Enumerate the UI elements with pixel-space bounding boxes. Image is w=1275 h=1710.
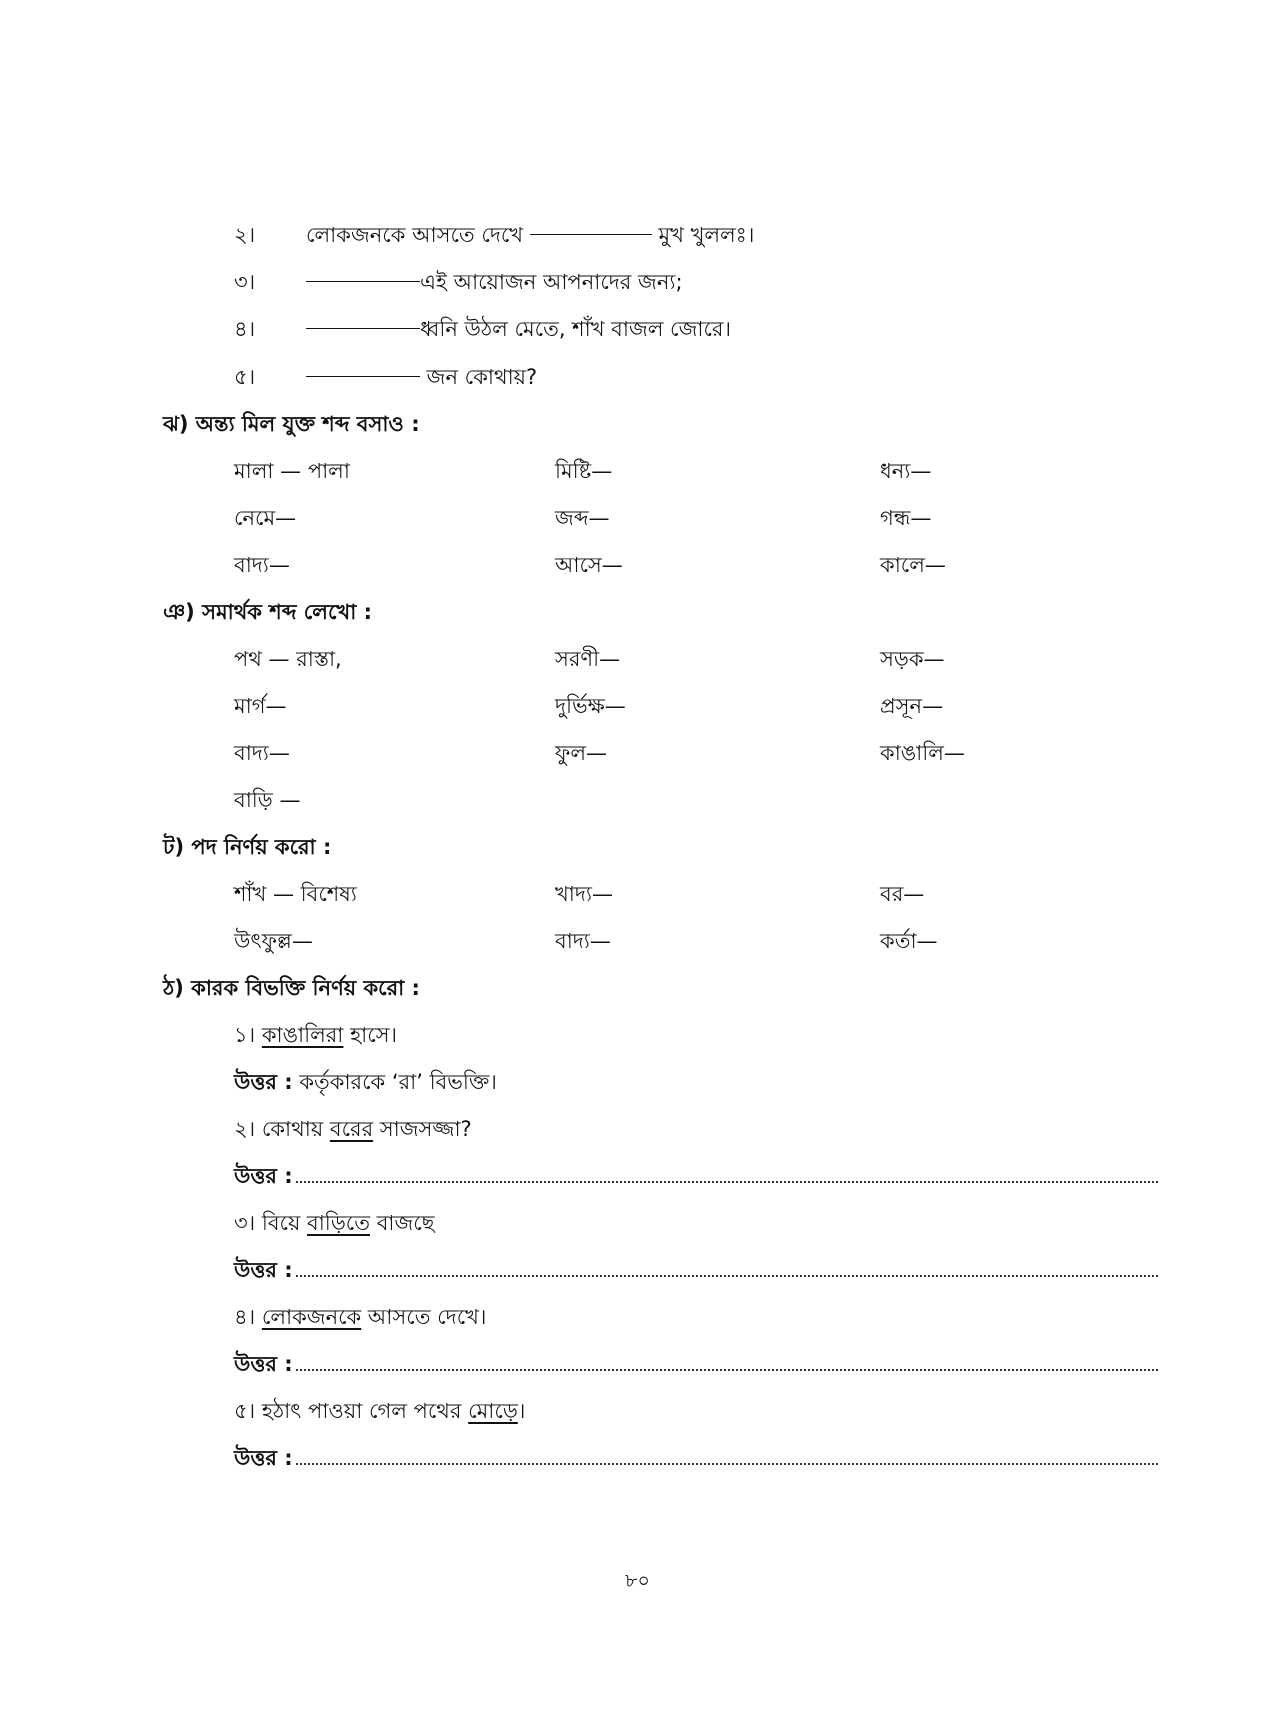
answer-dotted-line[interactable] bbox=[296, 1275, 1158, 1277]
word-item: কর্তা— bbox=[880, 929, 938, 953]
question-pre: হঠাৎ পাওয়া গেল পথের bbox=[255, 1399, 469, 1423]
answer-dotted-line[interactable] bbox=[296, 1369, 1158, 1371]
case-question-4 bbox=[234, 1307, 486, 1328]
word-item: উৎফুল্ল— bbox=[234, 929, 313, 953]
fill-blank-number: ৩। bbox=[234, 270, 256, 294]
underlined-word: মোড়ে bbox=[468, 1399, 518, 1423]
underlined-word: বরের bbox=[329, 1117, 374, 1141]
question-number: ৩। bbox=[234, 1211, 256, 1235]
question-pre bbox=[255, 1305, 262, 1329]
question-number: ৫। bbox=[234, 1399, 256, 1423]
word-item: ধন্য— bbox=[880, 459, 932, 483]
case-answer-1 bbox=[234, 1072, 497, 1093]
question-pre: কোথায় bbox=[255, 1117, 330, 1141]
fill-blank-before: লোকজনকে আসতে দেখে bbox=[306, 223, 530, 247]
word-item: নেমে— bbox=[234, 506, 297, 530]
answer-label: উত্তর : bbox=[234, 1164, 293, 1188]
underlined-word: বাড়িতে bbox=[307, 1211, 371, 1235]
underlined-word: কাঙালিরা bbox=[261, 1023, 344, 1047]
case-question-2 bbox=[234, 1119, 472, 1140]
word-item: প্রসূন— bbox=[880, 694, 944, 718]
answer-dotted-line[interactable] bbox=[296, 1181, 1158, 1183]
fill-blank-after: মুখ খুললঃ। bbox=[651, 223, 755, 247]
question-rest: আসতে দেখে। bbox=[361, 1305, 487, 1329]
answer-label: উত্তর : bbox=[234, 1446, 293, 1470]
word-item: কালে— bbox=[880, 553, 946, 577]
fill-blank-sentence bbox=[306, 225, 754, 246]
word-item: বাদ্য— bbox=[234, 553, 290, 577]
word-item: বাদ্য— bbox=[234, 741, 290, 765]
answer-label: উত্তর : bbox=[234, 1258, 293, 1282]
case-question-1 bbox=[234, 1025, 397, 1046]
word-item: ফুল— bbox=[555, 741, 607, 765]
fill-blank-after: জন কোথায়? bbox=[420, 365, 538, 389]
fill-blank-sentence bbox=[306, 272, 683, 293]
answer-label: উত্তর : bbox=[234, 1352, 293, 1376]
fill-blank-after: ধ্বনি উঠল মেতে, শাঁখ বাজল জোরে। bbox=[420, 317, 731, 341]
underlined-word: লোকজনকে bbox=[261, 1305, 362, 1329]
word-item: সরণী— bbox=[555, 647, 621, 671]
answer-label: উত্তর : bbox=[234, 1070, 293, 1094]
section-heading-parts-of-speech: ট) পদ নির্ণয় করো : bbox=[163, 835, 332, 859]
answer-dotted-line[interactable] bbox=[296, 1463, 1158, 1465]
word-item: আসে— bbox=[555, 553, 623, 577]
section-heading-rhyme: ঝ) অন্ত্য মিল যুক্ত শব্দ বসাও : bbox=[163, 412, 420, 436]
fill-blank-number: ৪। bbox=[234, 317, 256, 341]
fill-blank-sentence bbox=[306, 319, 731, 340]
word-item: দুর্ভিক্ষ— bbox=[555, 694, 626, 718]
word-item: পথ — রাস্তা, bbox=[234, 647, 342, 671]
question-number: ২। bbox=[234, 1117, 256, 1141]
question-rest: হাসে। bbox=[343, 1023, 398, 1047]
fill-blank-sentence bbox=[306, 367, 537, 388]
blank-line bbox=[530, 234, 652, 235]
section-heading-case: ঠ) কারক বিভক্তি নির্ণয় করো : bbox=[163, 976, 420, 1000]
question-rest: সাজসজ্জা? bbox=[373, 1117, 472, 1141]
fill-blank-number: ৫। bbox=[234, 365, 256, 389]
word-item: বাদ্য— bbox=[555, 929, 611, 953]
blank-line bbox=[306, 328, 420, 329]
word-item: কাঙালি— bbox=[880, 741, 965, 765]
blank-line bbox=[306, 376, 420, 377]
word-item: জব্দ— bbox=[555, 506, 610, 530]
word-item: মিষ্টি— bbox=[555, 459, 613, 483]
fill-blank-number: ২। bbox=[234, 223, 256, 247]
question-number: ১। bbox=[234, 1023, 256, 1047]
word-item: বাড়ি — bbox=[234, 788, 301, 812]
question-number: ৪। bbox=[234, 1305, 256, 1329]
section-heading-synonyms: ঞ) সমার্থক শব্দ লেখো : bbox=[163, 600, 372, 624]
word-item: গন্ধ— bbox=[880, 506, 932, 530]
case-question-5 bbox=[234, 1401, 525, 1422]
question-rest: বাজছে bbox=[370, 1211, 435, 1235]
word-item: মার্গ— bbox=[234, 694, 287, 718]
word-item: মালা — পালা bbox=[234, 459, 350, 483]
word-item: খাদ্য— bbox=[555, 882, 614, 906]
page-number: ৮০ bbox=[625, 1570, 650, 1592]
word-item: সড়ক— bbox=[880, 647, 945, 671]
word-item: বর— bbox=[880, 882, 925, 906]
question-rest: । bbox=[517, 1399, 526, 1423]
question-pre: বিয়ে bbox=[255, 1211, 308, 1235]
word-item: শাঁখ — বিশেষ্য bbox=[234, 882, 357, 906]
blank-line bbox=[306, 281, 420, 282]
case-question-3 bbox=[234, 1213, 434, 1234]
fill-blank-after: এই আয়োজন আপনাদের জন্য; bbox=[420, 270, 683, 294]
answer-text: কর্তৃকারকে ‘রা’ বিভক্তি। bbox=[292, 1070, 497, 1094]
